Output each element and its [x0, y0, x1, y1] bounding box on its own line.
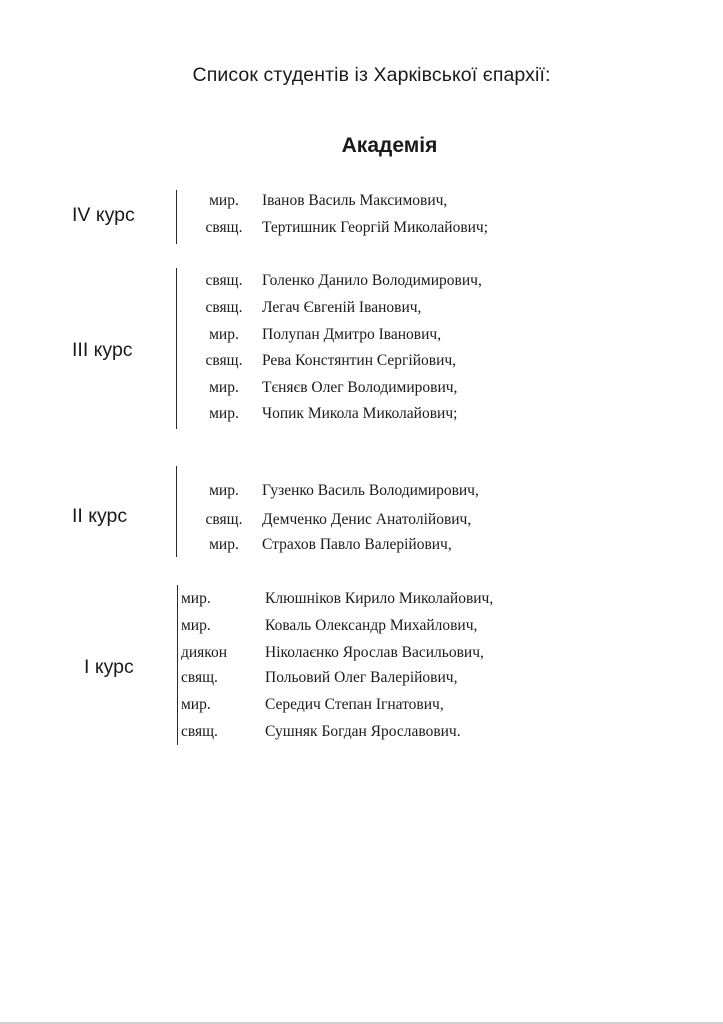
student-name: Демченко Денис Анатолійович, — [262, 511, 472, 528]
page-title: Список студентів із Харківської єпархії: — [192, 64, 551, 86]
student-rank: свящ. — [181, 723, 218, 740]
student-rank: мир. — [209, 192, 239, 209]
course-label-iv: IV курс — [72, 204, 135, 226]
student-rank: мир. — [181, 590, 211, 607]
section-title: Академія — [341, 134, 438, 157]
student-rank: свящ. — [205, 272, 243, 289]
student-rank: свящ. — [205, 219, 243, 236]
student-rank: мир. — [181, 696, 211, 713]
bracket-iv — [176, 190, 177, 244]
student-name: Середич Степан Ігнатович, — [265, 696, 444, 713]
student-rank: мир. — [209, 405, 239, 422]
student-rank: свящ. — [205, 352, 243, 369]
student-name: Легач Євгеній Іванович, — [262, 299, 422, 316]
student-rank: мир. — [209, 326, 239, 343]
student-name: Чопик Микола Миколайович; — [262, 405, 458, 422]
student-name: Коваль Олександр Михайлович, — [265, 617, 478, 634]
student-name: Сушняк Богдан Ярославович. — [265, 723, 461, 740]
bracket-i — [177, 585, 178, 745]
student-name: Рева Констянтин Сергійович, — [262, 352, 457, 369]
student-name: Гузенко Василь Володимирович, — [262, 482, 479, 499]
student-rank: свящ. — [181, 669, 218, 686]
bracket-iii — [176, 268, 177, 429]
student-rank: мир. — [209, 379, 239, 396]
student-name: Полупан Дмитро Іванович, — [262, 326, 442, 343]
student-name: Ніколаєнко Ярослав Васильович, — [265, 644, 484, 661]
course-label-ii: II курс — [72, 505, 128, 527]
student-name: Голенко Данило Володимирович, — [262, 272, 482, 289]
student-name: Тертишник Георгій Миколайович; — [262, 219, 489, 236]
student-name: Тєняєв Олег Володимирович, — [262, 379, 458, 396]
student-name: Іванов Василь Максимович, — [262, 192, 448, 209]
student-rank: свящ. — [205, 299, 243, 316]
student-rank: мир. — [209, 482, 239, 499]
student-rank: мир. — [209, 536, 239, 553]
student-name: Страхов Павло Валерійович, — [262, 536, 452, 553]
student-name: Клюшніков Кирило Миколайович, — [265, 590, 494, 607]
student-rank: мир. — [181, 617, 211, 634]
bracket-ii — [176, 466, 177, 557]
course-label-i: I курс — [84, 656, 134, 678]
course-label-iii: III курс — [72, 339, 133, 361]
student-rank: свящ. — [205, 511, 243, 528]
student-name: Польовий Олег Валерійович, — [265, 669, 458, 686]
student-rank: диякон — [181, 644, 228, 661]
